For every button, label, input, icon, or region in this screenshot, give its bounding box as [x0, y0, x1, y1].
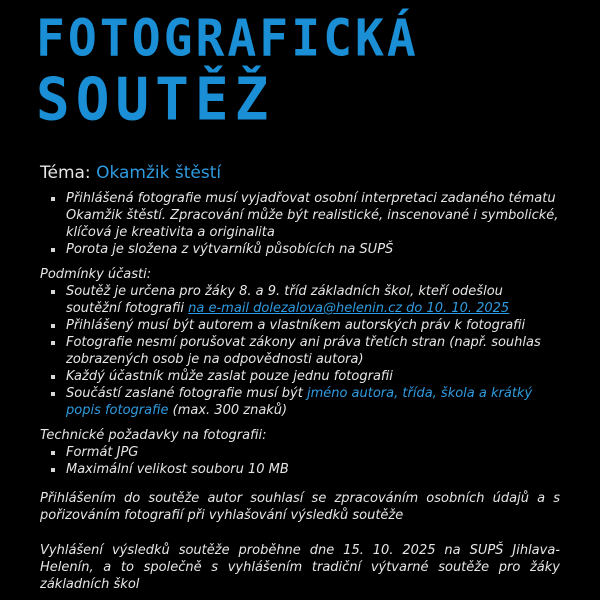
theme-row	[40, 162, 560, 184]
technical-item: Maximální velikost souboru 10 MB	[66, 461, 560, 478]
content	[40, 162, 560, 593]
theme-bullet: Přihlášená fotografie musí vyjadřovat osobní interpretaci zadaného tématu Okamžik štěstí. Zpracování může být realistické, inscenované i symbolické, klíčová je kreativita a originalita	[66, 191, 559, 240]
theme-bullet: Porota je složena z výtvarníků působících na SUPŠ	[66, 241, 560, 258]
condition-item: Fotografie nesmí porušovat zákony ani práva třetích stran (např. souhlas zobrazených osob je na odpovědnosti autora)	[66, 334, 560, 368]
theme-label: Téma:	[40, 163, 91, 183]
email-link[interactable]: na e-mail dolezalova@helenin.cz do 10. 10. 2025	[188, 301, 510, 316]
condition-text: Součástí zaslané fotografie musí být	[66, 386, 307, 401]
theme-value: Okamžik štěstí	[96, 163, 222, 183]
announcement-paragraph: Vyhlášení výsledků soutěže proběhne dne 15. 10. 2025 na SUPŠ Jihlava-Helenín, a to společně s vyhlášením tradiční výtvarné soutěže pro žáky základních škol	[40, 543, 560, 592]
headline	[36, 6, 576, 135]
condition-text: Soutěž je určena pro žáky 8. a 9. tříd základních škol, kteří odešlou soutěžní fotografii	[66, 284, 503, 316]
conditions-list	[40, 283, 560, 419]
technical-heading: Technické požadavky na fotografii:	[40, 428, 267, 443]
technical-list	[40, 444, 560, 478]
condition-item	[66, 385, 560, 419]
condition-highlight: jméno autora, třída, škola a krátký popis fotografie	[66, 386, 533, 418]
condition-item: Přihlášený musí být autorem a vlastníkem autorských práv k fotografii	[66, 317, 560, 334]
consent-paragraph: Přihlášením do soutěže autor souhlasí se zpracováním osobních údajů a s pořizováním fotografií při vyhlašování výsledků soutěže	[40, 491, 560, 523]
technical-item: Formát JPG	[66, 444, 560, 461]
theme-bullet-list	[40, 190, 560, 258]
conditions-heading: Podmínky účasti:	[40, 267, 152, 282]
headline-line-1: FOTOGRAFICKÁ	[36, 9, 419, 68]
condition-tail: (max. 300 znaků)	[168, 403, 288, 418]
condition-item: Každý účastník může zaslat pouze jednu fotografii	[66, 368, 560, 385]
headline-line-2: SOUTĚŽ	[36, 65, 275, 135]
condition-item	[66, 283, 560, 317]
